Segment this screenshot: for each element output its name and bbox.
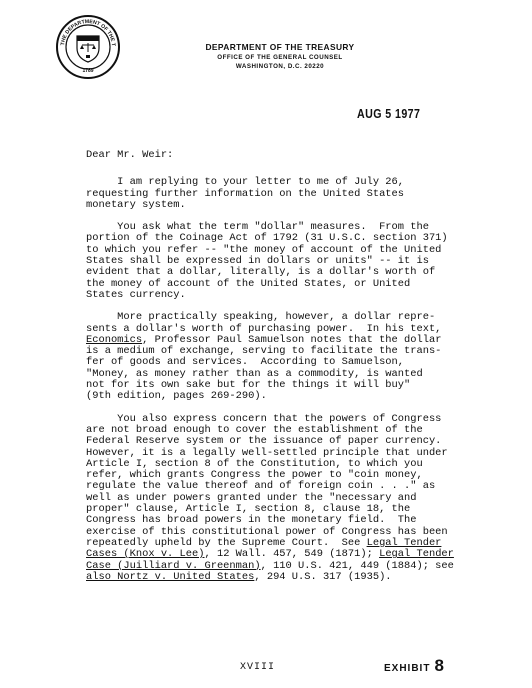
exhibit-mark <box>384 656 444 676</box>
paragraph-line: You also express concern that the powers of Congress <box>86 412 442 425</box>
paragraph-line: You ask what the term "dollar" measures. From the <box>86 221 429 234</box>
paragraph-2 <box>86 222 506 301</box>
exhibit-label: EXHIBIT <box>384 663 431 674</box>
paragraph-line: I am replying to your letter to me of July 26, <box>86 176 405 189</box>
department-name: DEPARTMENT OF THE TREASURY <box>205 42 355 52</box>
paragraph-line: regulate the value thereof and of foreign coin . . ." as <box>86 480 436 493</box>
case-citation: Legal Tender <box>379 548 454 561</box>
paragraph-line: More practically speaking, however, a dollar repre- <box>86 311 436 324</box>
line-text: , Professor Paul Samuelson notes that the dollar <box>142 333 442 346</box>
paragraph-line: fer of goods and services. According to Samuelson, <box>86 356 405 369</box>
paragraph-1 <box>86 177 506 211</box>
paragraph-3 <box>86 312 506 402</box>
paragraph-line: not for its own sake but for the things it will buy" <box>86 379 411 392</box>
case-citation: Cases (Knox v. Lee) <box>86 548 205 561</box>
paragraph-line: exercise of this constitutional power of Congress has been <box>86 525 448 538</box>
book-title: Economics <box>86 333 143 346</box>
line-text: , 110 U.S. 421, 449 (1884); see <box>260 559 454 572</box>
page-number: XVIII <box>240 662 276 673</box>
seal-year: 1789 <box>82 68 94 74</box>
case-citation: Legal Tender <box>366 536 442 549</box>
paragraph-line: (9th edition, pages 269-290). <box>86 390 267 403</box>
salutation: Dear Mr. Weir: <box>86 149 174 161</box>
office-address: WASHINGTON, D.C. 20220 <box>235 63 325 70</box>
paragraph-line <box>86 572 506 583</box>
paragraph-line: monetary system. <box>86 198 186 211</box>
letter-date: AUG 5 1977 <box>357 106 421 121</box>
case-citation: also Nortz v. United States <box>86 570 255 583</box>
paragraph-line: Article I, section 8 of the Constitution, to which you <box>86 457 423 470</box>
paragraph-line: to which you refer -- "the money of account of the United <box>86 243 442 256</box>
paragraph-line: Congress has broad powers in the monetary field. The <box>86 514 417 527</box>
paragraph-line: are not broad enough to cover the establishment of the <box>86 423 423 436</box>
paragraph-line: States currency. <box>86 288 186 301</box>
paragraph-line: States shall be expressed in dollars or units" -- it is <box>86 255 429 268</box>
paragraph-line: evident that a dollar, literally, is a dollar's worth of <box>86 266 436 279</box>
paragraph-line: "Money, as money rather than as a commodity, is wanted <box>86 367 423 380</box>
office-name: OFFICE OF THE GENERAL COUNSEL <box>217 54 343 61</box>
exhibit-number: 8 <box>434 656 444 675</box>
treasury-seal-icon <box>55 14 121 80</box>
paragraph-line: well as under powers granted under the "necessary and <box>86 491 417 504</box>
paragraph-line: requesting further information on the United States <box>86 187 405 200</box>
paragraph-line: However, it is a legally well-settled principle that under <box>86 446 448 459</box>
paragraph-line: portion of the Coinage Act of 1792 (31 U.S.C. section 371) <box>86 232 448 245</box>
paragraph-line: is a medium of exchange, serving to facilitate the trans- <box>86 345 442 358</box>
line-text: , 12 Wall. 457, 549 (1871); <box>204 548 380 561</box>
line-text: repeatedly upheld by the Supreme Court. See <box>86 536 367 549</box>
letterhead <box>160 42 400 71</box>
line-text: , 294 U.S. 317 (1935). <box>254 570 392 583</box>
paragraph-line: Federal Reserve system or the issuance of paper currency. <box>86 435 442 448</box>
paragraph-line: the money of account of the United States, or United <box>86 277 411 290</box>
seal-text: THE DEPARTMENT OF THE T <box>60 18 117 47</box>
letter-body <box>86 150 506 594</box>
paragraph-line: proper" clause, Article I, section 8, clause 18, the <box>86 503 411 516</box>
case-citation: Case (Juilliard v. Greenman) <box>86 559 261 572</box>
paragraph-line: refer, which grants Congress the power to "coin money, <box>86 469 423 482</box>
paragraph-line: sents a dollar's worth of purchasing power. In his text, <box>86 322 442 335</box>
paragraph-4 <box>86 414 506 583</box>
